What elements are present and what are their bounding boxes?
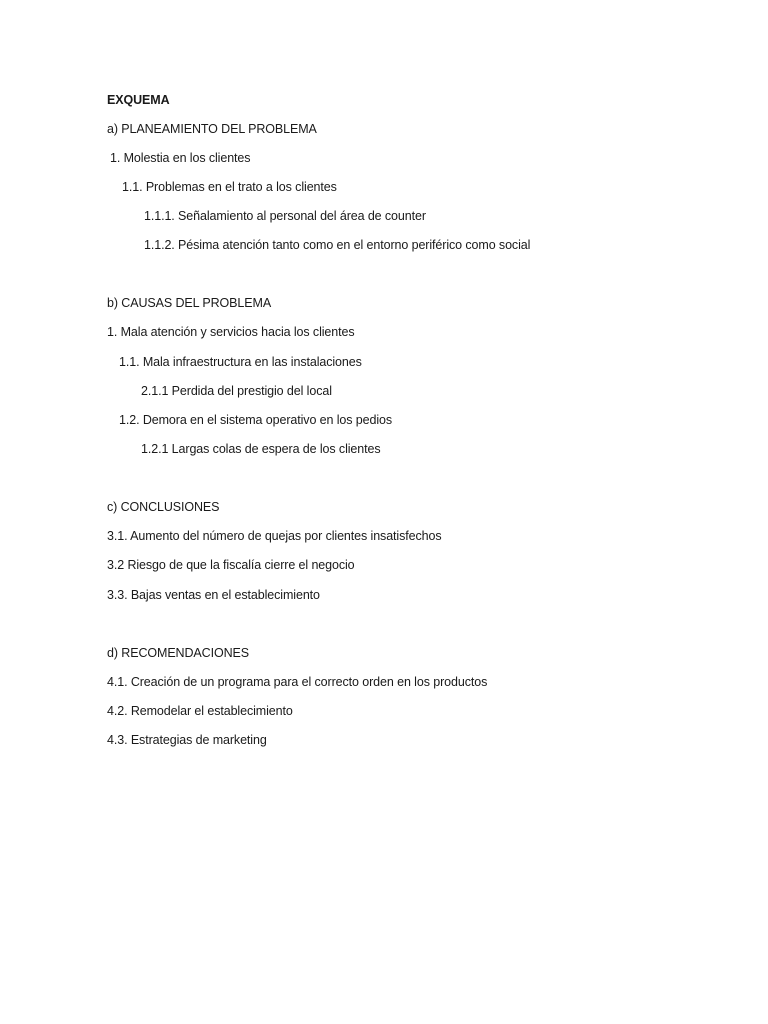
section-heading-conclusiones: c) CONCLUSIONES <box>107 500 220 514</box>
outline-item: 4.3. Estrategias de marketing <box>107 733 267 747</box>
outline-item: 3.2 Riesgo de que la fiscalía cierre el negocio <box>107 558 355 572</box>
outline-item: 1.2.1 Largas colas de espera de los clientes <box>141 442 381 456</box>
outline-item: 1. Molestia en los clientes <box>110 151 251 165</box>
document-title: EXQUEMA <box>107 93 170 107</box>
outline-item: 3.1. Aumento del número de quejas por clientes insatisfechos <box>107 529 442 543</box>
section-heading-causas: b) CAUSAS DEL PROBLEMA <box>107 296 272 310</box>
outline-item: 1.1. Problemas en el trato a los clientes <box>122 180 337 194</box>
outline-item: 1.2. Demora en el sistema operativo en los pedios <box>119 413 393 427</box>
outline-item: 1.1.2. Pésima atención tanto como en el entorno periférico como social <box>144 238 531 252</box>
outline-item: 4.1. Creación de un programa para el correcto orden en los productos <box>107 675 488 689</box>
section-heading-recomendaciones: d) RECOMENDACIONES <box>107 646 249 660</box>
outline-item: 1. Mala atención y servicios hacia los clientes <box>107 325 355 339</box>
outline-item: 1.1. Mala infraestructura en las instalaciones <box>119 355 362 369</box>
outline-item: 2.1.1 Perdida del prestigio del local <box>141 384 332 398</box>
outline-item: 4.2. Remodelar el establecimiento <box>107 704 293 718</box>
outline-item: 3.3. Bajas ventas en el establecimiento <box>107 588 320 602</box>
section-heading-planeamiento: a) PLANEAMIENTO DEL PROBLEMA <box>107 122 317 136</box>
outline-item: 1.1.1. Señalamiento al personal del área de counter <box>144 209 426 223</box>
